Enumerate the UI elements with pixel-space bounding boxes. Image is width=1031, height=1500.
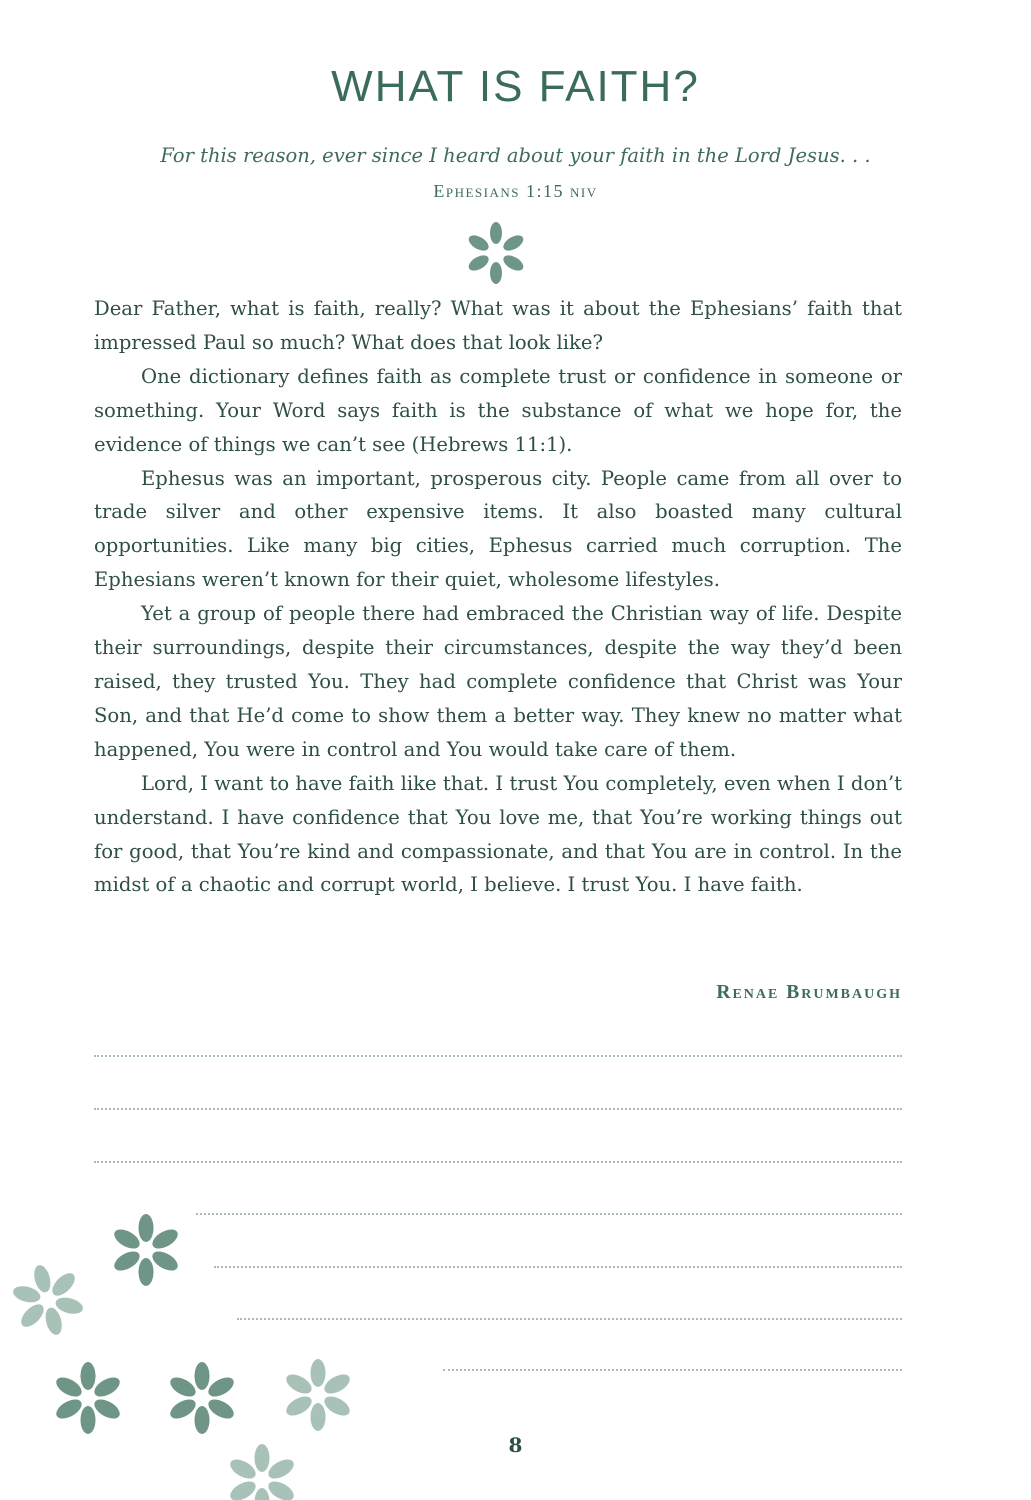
page-title: WHAT IS FAITH? [331,62,700,111]
devotional-body [94,292,902,902]
paragraph-3: Ephesus was an important, prosperous city. People came from all over to trade silver and other expensive items. It also boasted many cultural opportunities. Like many big cities, Ephesus carried much corruption. The Ephesians weren’t known for their quiet, wholesome lifestyles. [94,466,902,592]
scripture-reference: Ephesians 1:15 niv [433,181,598,201]
journal-line [94,1108,902,1110]
journal-line [443,1369,902,1371]
paragraph-5: Lord, I want to have faith like that. I trust You completely, even when I don’t understand. I have confidence that You love me, that You’re working things out for good, that You’re kind and compassionate, and that You are in control. In the midst of a chaotic and corrupt world, I believe. I trust You. I have faith. [94,771,902,897]
paragraph-4: Yet a group of people there had embraced the Christian way of life. Despite their surroundings, despite their circumstances, despite the way they’d been raised, they trusted You. They had complete confidence that Christ was Your Son, and that He’d come to show them a better way. They knew no matter what happened, You were in control and You would take care of them. [94,602,902,761]
journal-line [94,1161,902,1163]
journal-line [94,1055,902,1057]
paragraph-1: Dear Father, what is faith, really? What was it about the Ephesians’ faith that impressed Paul so much? What does that look like? [94,297,902,354]
author-name: Renae Brumbaugh [716,982,902,1003]
paragraph-2: One dictionary defines faith as complete trust or confidence in someone or something. Your Word says faith is the substance of what we hope for, the evidence of things we can’t see (Hebrews 11:1). [94,364,902,456]
flower-ornament-icon [461,220,531,286]
page-number: 8 [508,1433,523,1457]
epigraph-quote: For this reason, ever since I heard about your faith in the Lord Jesus. . . [160,144,871,167]
